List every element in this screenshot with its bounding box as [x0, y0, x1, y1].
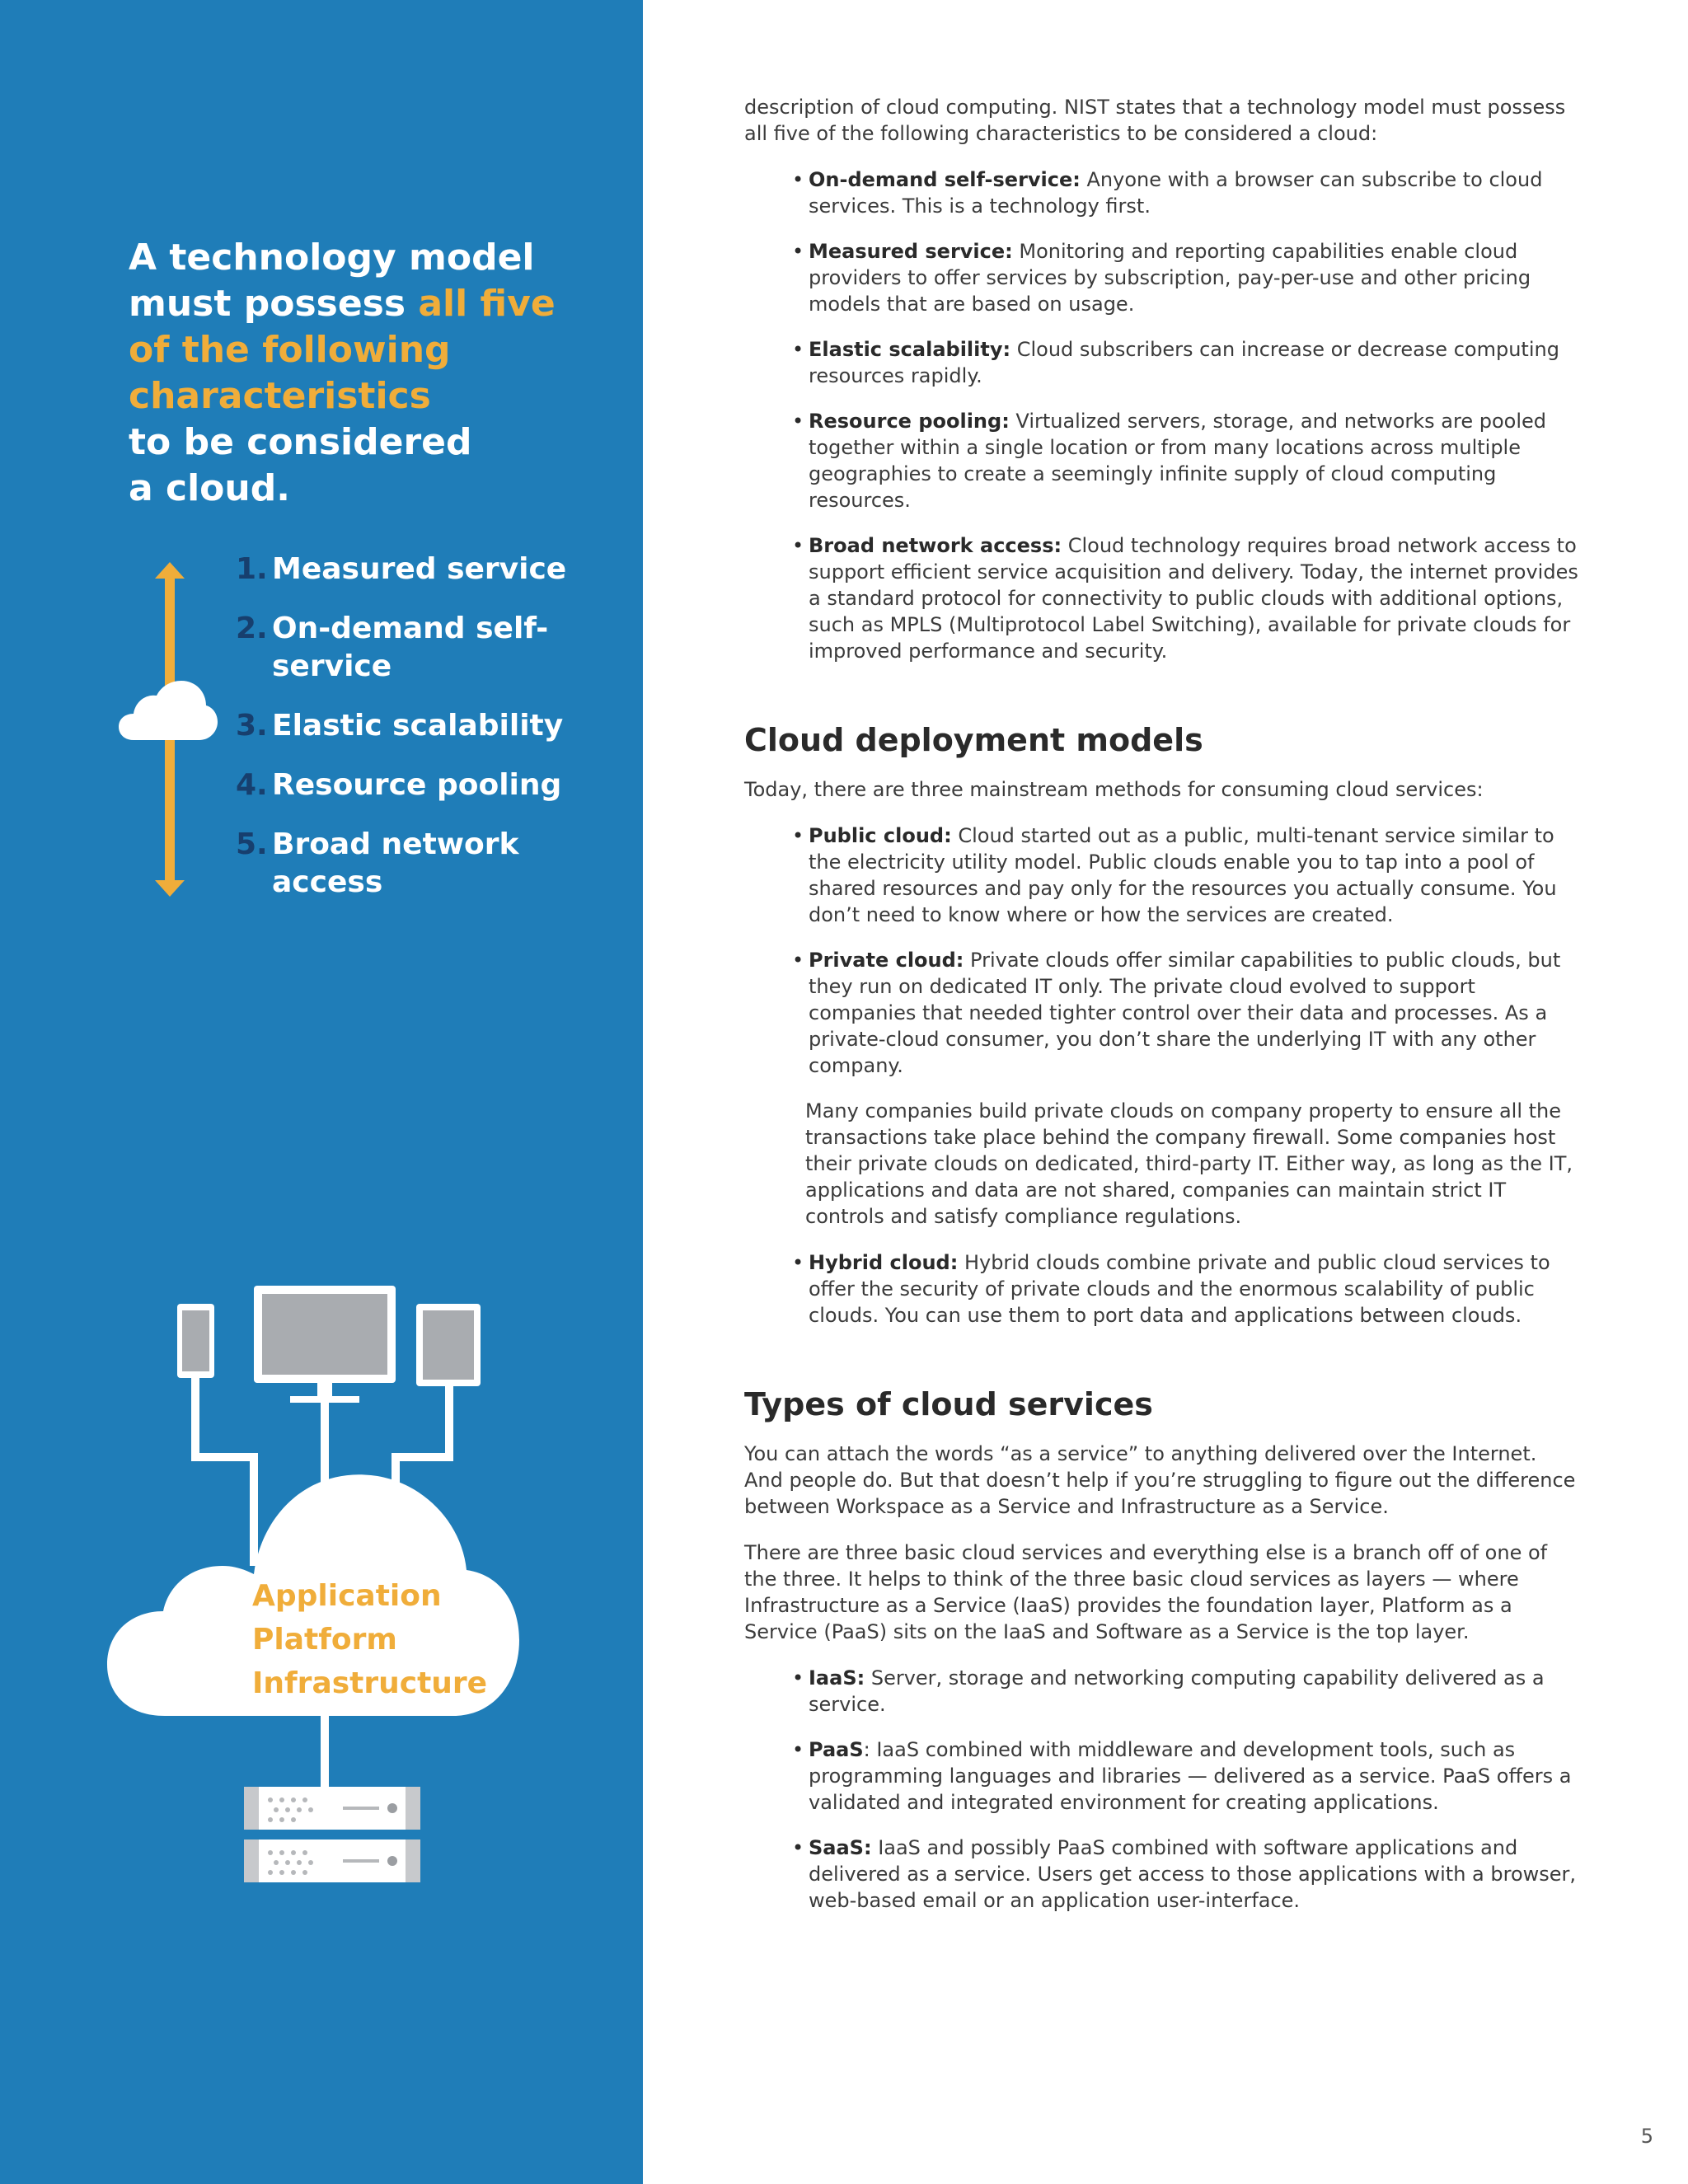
bullet-text: Private clouds offer similar capabilities to public clouds, but they run on dedicated IT only. The private cloud evolved to support companies that needed tighter control over their data and processes. As a private-cloud consumer, you don’t share the underlying IT with any other company.	[809, 949, 1561, 1077]
callout-line-4: characteristics	[129, 375, 431, 417]
bullet-label: PaaS	[809, 1738, 864, 1761]
list-item	[809, 1736, 1581, 1816]
bullet-text: Cloud technology requires broad network access to support efficient service acquisition and delivery. Today, the internet provides a standard protocol for connectivity to public clouds with additional options, such as MPLS (Multiprotocol Label Switching), available for private clouds for improved performance and security.	[809, 534, 1578, 663]
bullet-label: Resource pooling:	[809, 410, 1010, 433]
layer-platform: Platform	[252, 1623, 397, 1657]
list-item	[236, 826, 623, 902]
characteristics-list	[236, 551, 623, 923]
bullet-text: Hybrid clouds combine private and public cloud services to offer the security of private clouds and the enormous scalability of public clouds. You can use them to port data and applications between clouds.	[809, 1251, 1550, 1327]
section-heading-deployment: Cloud deployment models	[744, 722, 1203, 758]
private-cloud-extra-paragraph: Many companies build private clouds on company property to ensure all the transactions take place behind the company firewall. Some companies host their private clouds on dedicated, third-party IT. Either way, as long as the IT, applications and data are not shared, companies can maintain strict IT controls and satisfy compliance regulations.	[805, 1099, 1573, 1228]
list-label: Measured service	[272, 552, 567, 586]
list-item	[809, 1835, 1581, 1914]
types-paragraph-2: There are three basic cloud services and everything else is a branch off of one of the three. It helps to think of the three basic cloud services as layers — where Infrastructure as a Service (IaaS) provides the foundation layer, Platform as a Service (PaaS) sits on the IaaS and Software as a Service is the top layer.	[744, 1541, 1548, 1643]
list-label: On-demand self-service	[272, 612, 549, 683]
bullet-label: Hybrid cloud:	[809, 1251, 959, 1274]
callout-line-2-prefix: must possess	[129, 283, 419, 325]
list-item	[236, 610, 623, 686]
cloud-layers-labels	[252, 1574, 487, 1705]
list-label: Broad network access	[272, 827, 519, 899]
callout-line-6: a cloud.	[129, 467, 290, 509]
sidebar-panel	[0, 0, 643, 2184]
bullet-text: Cloud started out as a public, multi-tenant service similar to the electricity utility model. Public clouds enable you to tap into a pool of shared resources and pay only for the resources you actually consume. You don’t need to know where or how the services are created.	[809, 824, 1557, 926]
deployment-bullets	[744, 823, 1581, 1079]
tablet-icon	[416, 1304, 481, 1386]
list-number: 2.	[236, 612, 268, 645]
bullet-label: Broad network access:	[809, 534, 1062, 557]
bullet-label: Public cloud:	[809, 824, 952, 847]
arrow-down-icon	[155, 880, 185, 897]
list-item	[809, 238, 1581, 317]
list-item	[809, 532, 1581, 664]
page-number: 5	[1640, 2125, 1653, 2148]
bullet-text: Virtualized servers, storage, and networks are pooled together within a single location or from many locations across multiple geographies to create a seemingly infinite supply of cloud computing resources.	[809, 410, 1546, 512]
phone-icon	[177, 1304, 214, 1378]
deployment-bullets-hybrid	[744, 1249, 1581, 1329]
callout-line-2	[129, 281, 574, 327]
list-label: Elastic scalability	[272, 709, 564, 743]
callout-heading	[129, 235, 574, 512]
list-item	[809, 408, 1581, 513]
monitor-icon	[254, 1286, 396, 1403]
bullet-text: IaaS and possibly PaaS combined with software applications and delivered as a service. Users get access to those applications with a browser, web-based email or an application user-interface.	[809, 1836, 1577, 1912]
list-item	[809, 336, 1581, 389]
bullet-text: Anyone with a browser can subscribe to cloud services. This is a technology first.	[809, 168, 1543, 218]
list-item	[809, 166, 1581, 219]
list-number: 1.	[236, 552, 268, 586]
intro-paragraph: description of cloud computing. NIST states that a technology model must possess all five of the following characteristics to be considered a cloud:	[744, 96, 1566, 145]
list-item	[809, 947, 1581, 1079]
list-item	[809, 823, 1581, 928]
list-number: 5.	[236, 827, 268, 861]
service-types-bullets	[744, 1665, 1581, 1914]
bullet-text: Server, storage and networking computing capability delivered as a service.	[809, 1666, 1545, 1716]
bullet-text: : IaaS combined with middleware and development tools, such as programming languages and libraries — delivered as a service. PaaS offers a validated and integrated environment for creating applications.	[809, 1738, 1572, 1814]
bullet-text: Monitoring and reporting capabilities enable cloud providers to offer services by subscription, pay-per-use and other pricing models that are based on usage.	[809, 240, 1531, 316]
list-item	[809, 1665, 1581, 1718]
main-content	[744, 94, 1581, 1933]
bullet-label: SaaS:	[809, 1836, 872, 1859]
callout-line-3: of the following	[129, 329, 451, 371]
bullet-label: Elastic scalability:	[809, 338, 1011, 361]
bullet-text: Cloud subscribers can increase or decrease computing resources rapidly.	[809, 338, 1559, 387]
callout-line-1: A technology model	[129, 237, 535, 279]
callout-highlight: all five	[418, 283, 556, 325]
types-paragraph-1: You can attach the words “as a service” to anything delivered over the Internet. And people do. But that doesn’t help if you’re struggling to figure out the difference between Workspace as a Service and Infrastructure as a Service.	[744, 1442, 1576, 1518]
bullet-label: Measured service:	[809, 240, 1013, 263]
server-icon	[244, 1787, 420, 1830]
list-number: 3.	[236, 709, 268, 743]
callout-line-5: to be considered	[129, 421, 472, 463]
deployment-intro: Today, there are three mainstream methods for consuming cloud services:	[744, 778, 1484, 801]
list-label: Resource pooling	[272, 768, 562, 802]
cloud-icon	[119, 681, 218, 742]
list-number: 4.	[236, 768, 268, 802]
section-heading-types: Types of cloud services	[744, 1386, 1153, 1422]
list-item	[236, 551, 623, 588]
layer-infrastructure: Infrastructure	[252, 1666, 488, 1700]
list-item	[809, 1249, 1581, 1329]
list-item	[236, 707, 623, 745]
characteristics-bullets	[744, 166, 1581, 664]
layer-application: Application	[252, 1579, 442, 1613]
server-icon	[244, 1840, 420, 1882]
bullet-label: On-demand self-service:	[809, 168, 1081, 191]
bullet-label: IaaS:	[809, 1666, 865, 1690]
list-item	[236, 766, 623, 804]
bullet-label: Private cloud:	[809, 949, 964, 972]
